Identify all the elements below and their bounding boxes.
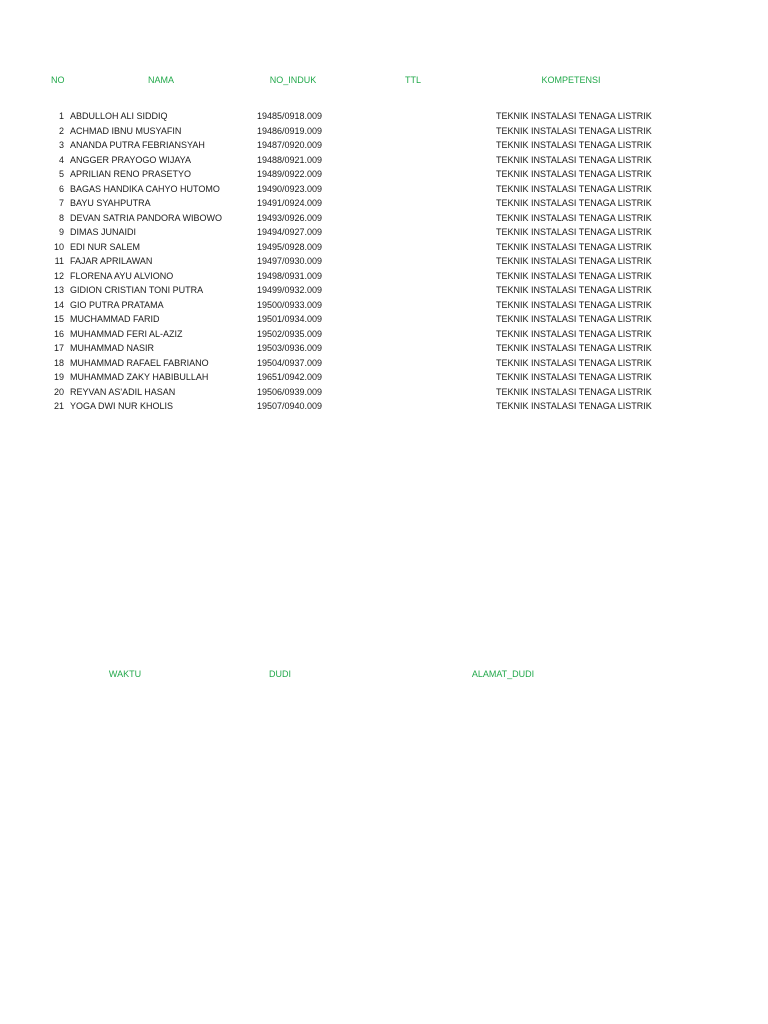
row-nama: DEVAN SATRIA PANDORA WIBOWO xyxy=(70,212,223,223)
row-nama: BAYU SYAHPUTRA xyxy=(70,198,151,208)
row-no-induk: 19507/0940.009 xyxy=(257,401,323,411)
header-dudi: DUDI xyxy=(269,669,291,679)
row-nama: ACHMAD IBNU MUSYAFIN xyxy=(70,125,182,136)
header-ttl: TTL xyxy=(404,75,422,85)
row-no: 8 xyxy=(58,212,64,223)
row-nama: BAGAS HANDIKA CAHYO HUTOMO xyxy=(70,183,220,194)
row-no-induk: 19491/0924.009 xyxy=(257,198,323,208)
row-no-induk: 19502/0935.009 xyxy=(257,328,323,339)
row-nama: GIO PUTRA PRATAMA xyxy=(70,299,164,310)
row-nama: ANANDA PUTRA FEBRIANSYAH xyxy=(70,140,205,150)
table-row xyxy=(0,285,768,300)
row-no-induk: 19500/0933.009 xyxy=(257,299,323,310)
student-table xyxy=(0,111,768,416)
row-nama: FAJAR APRILAWAN xyxy=(70,256,153,266)
table-row xyxy=(0,387,768,402)
row-kompetensi: TEKNIK INSTALASI TENAGA LISTRIK xyxy=(496,111,652,121)
row-kompetensi: TEKNIK INSTALASI TENAGA LISTRIK xyxy=(496,401,652,411)
row-no-induk: 19493/0926.009 xyxy=(257,212,323,223)
table-row xyxy=(0,227,768,242)
row-no-induk: 19485/0918.009 xyxy=(257,111,323,121)
row-no: 10 xyxy=(53,241,64,252)
row-nama: REYVAN AS'ADIL HASAN xyxy=(70,386,176,397)
table-row xyxy=(0,300,768,315)
row-kompetensi: TEKNIK INSTALASI TENAGA LISTRIK xyxy=(496,198,652,208)
table-row xyxy=(0,140,768,155)
row-nama: MUHAMMAD NASIR xyxy=(70,343,155,353)
row-kompetensi: TEKNIK INSTALASI TENAGA LISTRIK xyxy=(496,227,652,237)
row-no: 11 xyxy=(54,256,64,266)
row-no-induk: 19498/0931.009 xyxy=(257,270,323,281)
row-no: 18 xyxy=(53,357,64,368)
row-kompetensi: TEKNIK INSTALASI TENAGA LISTRIK xyxy=(496,270,652,281)
row-kompetensi: TEKNIK INSTALASI TENAGA LISTRIK xyxy=(496,314,652,324)
row-no: 15 xyxy=(53,314,64,324)
row-nama: EDI NUR SALEM xyxy=(70,241,141,252)
row-no-induk: 19651/0942.009 xyxy=(257,372,323,382)
row-no: 17 xyxy=(53,343,64,353)
table-row xyxy=(0,271,768,286)
table-row xyxy=(0,169,768,184)
row-no: 3 xyxy=(58,140,64,150)
row-kompetensi: TEKNIK INSTALASI TENAGA LISTRIK xyxy=(496,299,652,310)
table-row xyxy=(0,358,768,373)
row-no: 4 xyxy=(58,154,64,165)
row-kompetensi: TEKNIK INSTALASI TENAGA LISTRIK xyxy=(496,372,652,382)
row-nama: YOGA DWI NUR KHOLIS xyxy=(70,401,174,411)
table-row xyxy=(0,372,768,387)
row-no: 2 xyxy=(58,125,64,136)
row-nama: FLORENA AYU ALVIONO xyxy=(70,270,174,281)
row-no: 6 xyxy=(58,183,64,194)
row-no-induk: 19501/0934.009 xyxy=(257,314,323,324)
table-row xyxy=(0,256,768,271)
row-no-induk: 19490/0923.009 xyxy=(257,183,323,194)
row-no-induk: 19503/0936.009 xyxy=(257,343,323,353)
row-kompetensi: TEKNIK INSTALASI TENAGA LISTRIK xyxy=(496,125,652,136)
row-no: 1 xyxy=(58,111,64,121)
row-nama: APRILIAN RENO PRASETYO xyxy=(70,169,192,179)
row-kompetensi: TEKNIK INSTALASI TENAGA LISTRIK xyxy=(496,154,652,165)
row-kompetensi: TEKNIK INSTALASI TENAGA LISTRIK xyxy=(496,328,652,339)
row-no-induk: 19494/0927.009 xyxy=(257,227,323,237)
row-no: 9 xyxy=(58,227,64,237)
table-row xyxy=(0,401,768,416)
table-row xyxy=(0,126,768,141)
row-kompetensi: TEKNIK INSTALASI TENAGA LISTRIK xyxy=(496,212,652,223)
table-row xyxy=(0,198,768,213)
row-nama: MUCHAMMAD FARID xyxy=(70,314,160,324)
row-nama: ANGGER PRAYOGO WIJAYA xyxy=(70,154,192,165)
row-no: 19 xyxy=(53,372,64,382)
row-no: 12 xyxy=(53,270,64,281)
table-row xyxy=(0,213,768,228)
table-row xyxy=(0,242,768,257)
header-waktu: WAKTU xyxy=(108,669,142,679)
row-no-induk: 19504/0937.009 xyxy=(257,357,323,368)
row-no: 14 xyxy=(53,299,64,310)
row-no-induk: 19495/0928.009 xyxy=(257,241,323,252)
row-kompetensi: TEKNIK INSTALASI TENAGA LISTRIK xyxy=(496,140,652,150)
header-no-induk: NO_INDUK xyxy=(269,75,317,85)
row-no-induk: 19506/0939.009 xyxy=(257,386,323,397)
row-nama: MUHAMMAD ZAKY HABIBULLAH xyxy=(70,372,209,382)
row-nama: DIMAS JUNAIDI xyxy=(70,227,137,237)
row-no: 5 xyxy=(58,169,64,179)
row-kompetensi: TEKNIK INSTALASI TENAGA LISTRIK xyxy=(496,285,652,295)
row-nama: GIDION CRISTIAN TONI PUTRA xyxy=(70,285,204,295)
row-no-induk: 19486/0919.009 xyxy=(257,125,323,136)
table-row xyxy=(0,184,768,199)
header-nama: NAMA xyxy=(147,75,175,85)
table-row xyxy=(0,329,768,344)
row-kompetensi: TEKNIK INSTALASI TENAGA LISTRIK xyxy=(496,169,652,179)
row-no: 13 xyxy=(53,285,64,295)
table-row xyxy=(0,155,768,170)
table-row xyxy=(0,314,768,329)
header-alamat-dudi: ALAMAT_DUDI xyxy=(471,669,535,679)
row-kompetensi: TEKNIK INSTALASI TENAGA LISTRIK xyxy=(496,343,652,353)
row-no-induk: 19497/0930.009 xyxy=(257,256,323,266)
row-nama: ABDULLOH ALI SIDDIQ xyxy=(70,111,168,121)
header-kompetensi: KOMPETENSI xyxy=(541,75,601,85)
row-no-induk: 19488/0921.009 xyxy=(257,154,323,165)
row-kompetensi: TEKNIK INSTALASI TENAGA LISTRIK xyxy=(496,357,652,368)
row-kompetensi: TEKNIK INSTALASI TENAGA LISTRIK xyxy=(496,256,652,266)
header-no: NO xyxy=(51,75,65,85)
row-kompetensi: TEKNIK INSTALASI TENAGA LISTRIK xyxy=(496,241,652,252)
row-no-induk: 19499/0932.009 xyxy=(257,285,323,295)
table-row xyxy=(0,343,768,358)
row-nama: MUHAMMAD FERI AL-AZIZ xyxy=(70,328,183,339)
row-no: 7 xyxy=(58,198,64,208)
row-nama: MUHAMMAD RAFAEL FABRIANO xyxy=(70,357,209,368)
row-kompetensi: TEKNIK INSTALASI TENAGA LISTRIK xyxy=(496,183,652,194)
row-no: 16 xyxy=(53,328,64,339)
row-kompetensi: TEKNIK INSTALASI TENAGA LISTRIK xyxy=(496,386,652,397)
row-no-induk: 19489/0922.009 xyxy=(257,169,323,179)
row-no: 21 xyxy=(53,401,64,411)
table-row xyxy=(0,111,768,126)
row-no: 20 xyxy=(53,386,64,397)
row-no-induk: 19487/0920.009 xyxy=(257,140,323,150)
